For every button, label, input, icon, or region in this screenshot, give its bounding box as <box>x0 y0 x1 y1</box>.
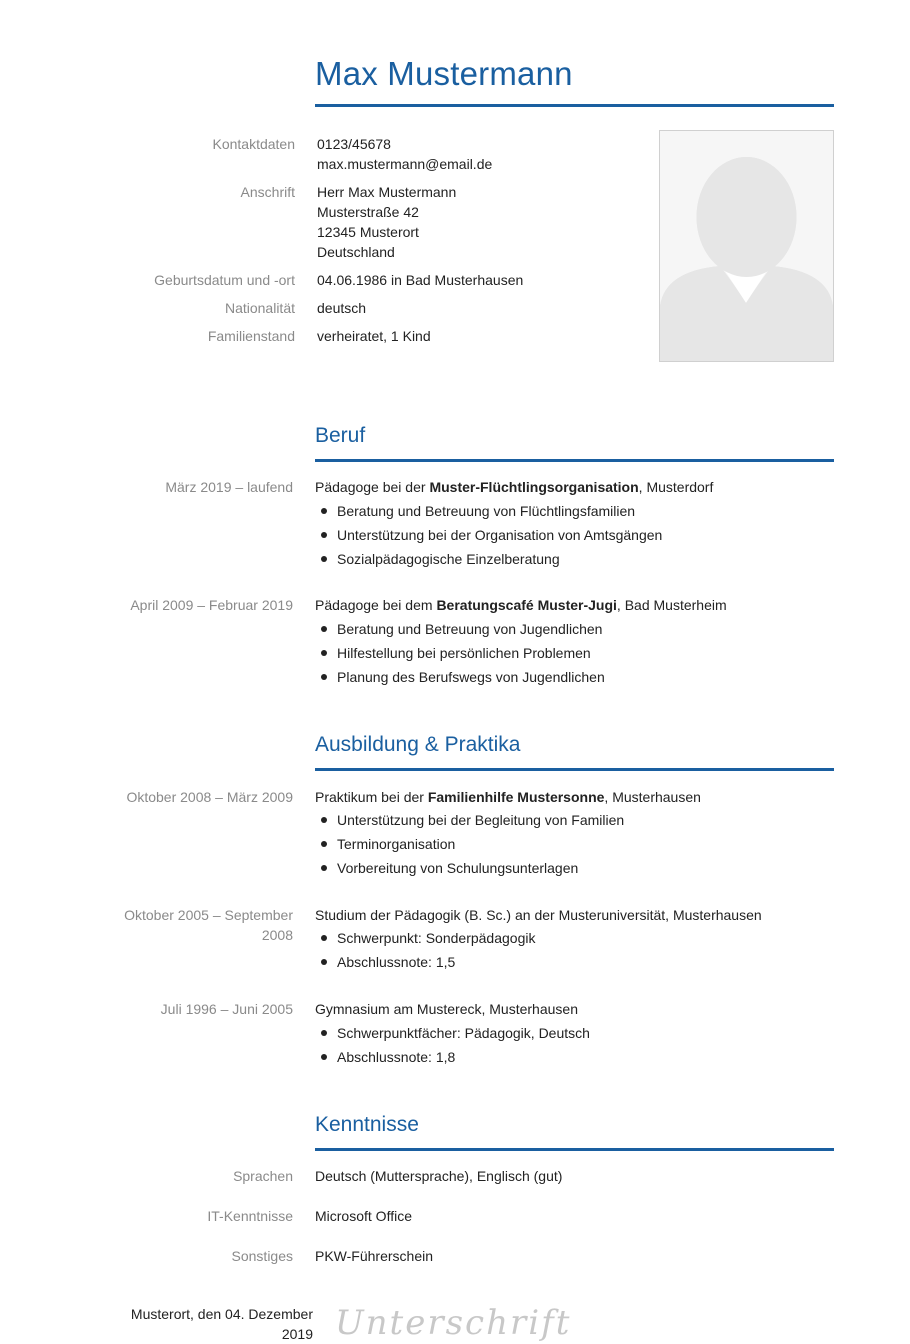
entry-date: April 2009 – Februar 2019 <box>130 597 293 613</box>
entry-title: Pädagoge bei der Muster-Flüchtlingsorganisation, Musterdorf <box>315 479 714 495</box>
entry-bullets <box>315 808 624 880</box>
list-item: Hilfestellung bei persönlichen Problemen <box>315 641 605 665</box>
avatar-silhouette-icon <box>660 131 833 361</box>
page-title: Max Mustermann <box>315 55 573 92</box>
languages-label: Sprachen <box>233 1168 293 1184</box>
section-rule <box>315 768 834 771</box>
nationality: deutsch <box>317 300 367 316</box>
list-item: Abschlussnote: 1,8 <box>315 1045 590 1069</box>
it-label: IT-Kenntnisse <box>207 1208 293 1224</box>
family: verheiratet, 1 Kind <box>317 328 431 344</box>
phone: 0123/45678 <box>317 136 391 152</box>
list-item: Unterstützung bei der Begleitung von Familien <box>315 808 624 832</box>
entry-date: Oktober 2008 – März 2009 <box>126 789 293 805</box>
entry-bullets <box>315 617 605 689</box>
entry-title: Pädagoge bei dem Beratungscafé Muster-Jugi, Bad Musterheim <box>315 597 727 613</box>
entry-date: Juli 1996 – Juni 2005 <box>160 1001 293 1017</box>
list-item: Planung des Berufswegs von Jugendlichen <box>315 665 605 689</box>
entry-title: Praktikum bei der Familienhilfe Mustersonne, Musterhausen <box>315 789 701 805</box>
family-label: Familienstand <box>207 328 295 344</box>
entry-date: Oktober 2005 – September 2008 <box>124 907 293 943</box>
address-line: Musterstraße 42 <box>317 204 419 220</box>
entry-bullets <box>315 499 662 571</box>
list-item: Sozialpädagogische Einzelberatung <box>315 547 662 571</box>
list-item: Schwerpunktfächer: Pädagogik, Deutsch <box>315 1021 590 1045</box>
title-rule <box>315 104 834 107</box>
address-line: 12345 Musterort <box>317 224 419 240</box>
entry-date: März 2019 – laufend <box>165 479 293 495</box>
birth: 04.06.1986 in Bad Musterhausen <box>317 272 524 288</box>
entry-title: Gymnasium am Mustereck, Musterhausen <box>315 1001 578 1017</box>
email: max.mustermann@email.de <box>317 156 493 172</box>
misc-label: Sonstiges <box>231 1248 293 1264</box>
signature: Unterschrift <box>335 1303 572 1343</box>
section-rule <box>315 459 834 462</box>
entry-bullets <box>315 926 535 974</box>
list-item: Abschlussnote: 1,5 <box>315 950 535 974</box>
contact-label: Kontaktdaten <box>212 136 295 152</box>
address-line: Deutschland <box>317 244 395 260</box>
it-skills: Microsoft Office <box>315 1208 412 1224</box>
section-heading-kenntnisse: Kenntnisse <box>315 1113 419 1136</box>
list-item: Schwerpunkt: Sonderpädagogik <box>315 926 535 950</box>
profile-photo <box>659 130 834 362</box>
nationality-label: Nationalität <box>224 300 295 316</box>
list-item: Beratung und Betreuung von Flüchtlingsfamilien <box>315 499 662 523</box>
section-rule <box>315 1148 834 1151</box>
languages: Deutsch (Muttersprache), Englisch (gut) <box>315 1168 563 1184</box>
section-heading-beruf: Beruf <box>315 424 366 447</box>
section-heading-ausbildung: Ausbildung & Praktika <box>315 733 521 756</box>
list-item: Vorbereitung von Schulungsunterlagen <box>315 856 624 880</box>
list-item: Unterstützung bei der Organisation von Amtsgängen <box>315 523 662 547</box>
place-date: Musterort, den 04. Dezember 2019 <box>130 1306 313 1342</box>
birth-label: Geburtsdatum und -ort <box>154 272 295 288</box>
misc: PKW-Führerschein <box>315 1248 434 1264</box>
address-label: Anschrift <box>240 184 295 200</box>
list-item: Beratung und Betreuung von Jugendlichen <box>315 617 605 641</box>
entry-title: Studium der Pädagogik (B. Sc.) an der Musteruniversität, Musterhausen <box>315 907 762 923</box>
entry-bullets <box>315 1021 590 1069</box>
list-item: Terminorganisation <box>315 832 624 856</box>
address-line: Herr Max Mustermann <box>317 184 457 200</box>
